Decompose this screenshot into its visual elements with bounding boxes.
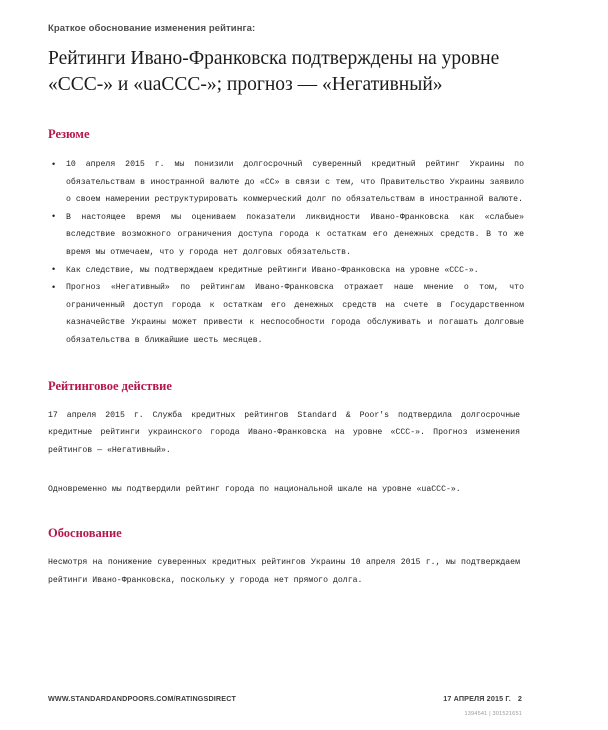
- document-content: [48, 22, 524, 589]
- footer-row: [48, 694, 522, 703]
- footer-website-link[interactable]: WWW.STANDARDANDPOORS.COM/RATINGSDIRECT: [48, 694, 237, 703]
- document-id: 1394541 | 301521651: [464, 711, 522, 717]
- list-item: • Как следствие, мы подтверждаем кредитные рейтинги Ивано-Франковска на уровне «CCC-».: [52, 262, 524, 280]
- paragraph: 17 апреля 2015 г. Служба кредитных рейтингов Standard & Poor's подтвердила долгосрочные кредитные рейтинги украинского города Ивано-Франковска на уровне «CCC-». Прогноз изменения рейтингов — «Негативный».: [48, 410, 520, 455]
- section-heading-rating-action: Рейтинговое действие: [48, 378, 172, 393]
- document-kicker: Краткое обоснование изменения рейтинга:: [48, 23, 256, 34]
- paragraph: Несмотря на понижение суверенных кредитных рейтингов Украины 10 апреля 2015 г., мы подтверждаем рейтинги Ивано-Франковска, поскольку у города нет прямого долга.: [48, 557, 520, 585]
- list-item: • В настоящее время мы оцениваем показатели ликвидности Ивано-Франковска как «слабые» вследствие возможного ограничения доступа города к остаткам его денежных средств. В то же время мы отмечаем, что у города нет долговых обязательств.: [52, 209, 524, 262]
- page-footer: [48, 694, 522, 717]
- list-item: • Прогноз «Негативный» по рейтингам Ивано-Франковска отражает наше мнение о том, что ограниченный доступ города к остаткам его денежных средств на счете в Государственном казначействе Украины может привести к неспособности города обслуживать и погашать долговые обязательства в ближайшие шесть месяцев.: [52, 279, 524, 349]
- page-title: Рейтинги Ивано-Франковска подтверждены на уровне «CCC-» и «uaCCC-»; прогноз — «Негативный»: [48, 48, 500, 95]
- paragraph: Одновременно мы подтвердили рейтинг города по национальной шкале на уровне «uaCCC-».: [48, 485, 461, 495]
- section-heading-rationale: Обоснование: [48, 525, 122, 540]
- list-item: • 10 апреля 2015 г. мы понизили долгосрочный суверенный кредитный рейтинг Украины по обязательствам в иностранной валюте до «CC» в связи с тем, что Правительство Украины заявило о своем намерении реструктурировать коммерческий долг по обязательствам в иностранной валюте.: [52, 156, 524, 209]
- footer-page-number: 2: [517, 694, 522, 703]
- footer-date: 17 АПРЕЛЯ 2015 Г.: [443, 694, 511, 703]
- section-heading-resume: Резюме: [48, 127, 90, 141]
- resume-bullet-list: [48, 156, 524, 350]
- footer-date-group: [443, 694, 522, 703]
